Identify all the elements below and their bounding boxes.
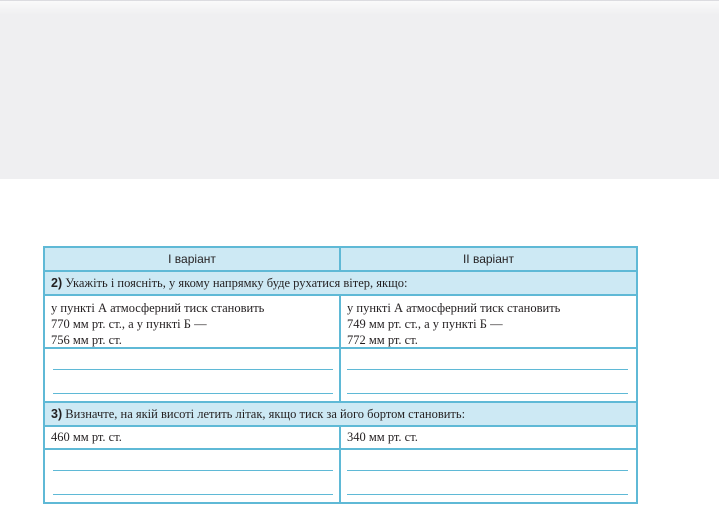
writing-line [53, 369, 333, 370]
task-2-question: Укажіть і поясніть, у якому напрямку буде рухатися вітер, якщо: [65, 276, 408, 290]
writing-line [53, 470, 333, 471]
condition-line: у пункті А атмосферний тиск становить [51, 301, 265, 315]
condition-line: 749 мм рт. ст., а у пункті Б — [347, 317, 503, 331]
task-2-conditions-row [45, 296, 636, 349]
task-2-answer-row [45, 349, 636, 403]
task-2-number: 2) [51, 276, 63, 290]
variant-2-header: ІІ варіант [462, 252, 515, 266]
task-3-conditions-row [45, 427, 636, 450]
task-2-variant-1-answer-area[interactable] [45, 349, 341, 401]
worksheet-table [43, 246, 638, 504]
task-3-question: Визначте, на якій висоті летить літак, якщо тиск за його бортом становить: [65, 407, 466, 421]
task-2-question-row [45, 272, 636, 296]
variant-1-header: І варіант [45, 248, 341, 270]
writing-line [347, 494, 628, 495]
task-3-question-row [45, 403, 636, 427]
writing-line [347, 470, 628, 471]
condition-line: 770 мм рт. ст., а у пункті Б — [51, 317, 207, 331]
variant-header-row [45, 248, 636, 272]
task-3-variant-1-condition: 460 мм рт. ст. [45, 427, 341, 448]
task-3-variant-2-answer-area[interactable] [341, 450, 636, 502]
task-3-answer-row [45, 450, 636, 502]
writing-line [53, 393, 333, 394]
writing-line [53, 494, 333, 495]
task-2-variant-2-condition [341, 296, 636, 347]
top-panel-shadow [0, 1, 719, 15]
top-gray-panel [0, 0, 719, 179]
condition-line: 772 мм рт. ст. [347, 333, 418, 347]
task-2-variant-1-condition [45, 296, 341, 347]
task-2-variant-2-answer-area[interactable] [341, 349, 636, 401]
task-3-variant-1-answer-area[interactable] [45, 450, 341, 502]
task-3-variant-2-condition: 340 мм рт. ст. [347, 430, 418, 444]
condition-line: 756 мм рт. ст. [51, 333, 122, 347]
writing-line [347, 393, 628, 394]
writing-line [347, 369, 628, 370]
condition-line: у пункті А атмосферний тиск становить [347, 301, 561, 315]
task-3-number: 3) [51, 407, 63, 421]
